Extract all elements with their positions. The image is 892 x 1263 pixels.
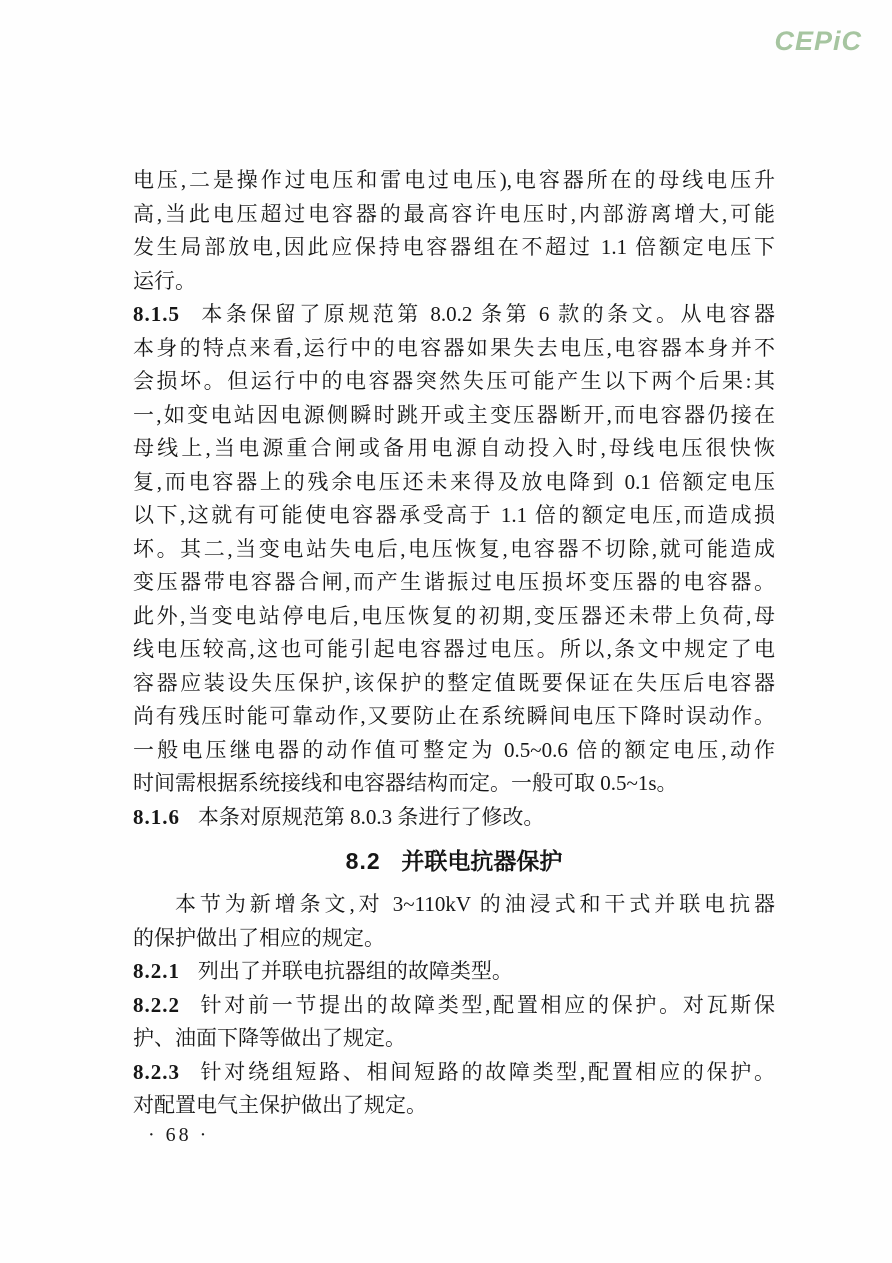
text-line: 坏。其二,当变电站失电后,电压恢复,电容器不切除,就可能造成	[133, 536, 775, 561]
text-line: 的保护做出了相应的规定。	[133, 925, 385, 950]
section-heading	[133, 844, 775, 878]
text-line: 容器应装设失压保护,该保护的整定值既要保证在失压后电容器	[133, 670, 775, 695]
clause-line	[133, 1056, 775, 1090]
text-line: 高,当此电压超过电容器的最高容许电压时,内部游离增大,可能	[133, 201, 775, 226]
cepic-logo: CEPiC	[774, 26, 862, 56]
text-line: 会损坏。但运行中的电容器突然失压可能产生以下两个后果:其	[133, 369, 775, 393]
text-line: 变压器带电容器合闸,而产生谐振过电压损坏变压器的电容器。	[133, 570, 775, 594]
clause-line	[133, 955, 775, 989]
page-number: · 68 ·	[148, 1124, 210, 1146]
clause-line	[133, 989, 775, 1023]
section-number: 8.2	[345, 848, 381, 874]
text-line: 以下,这就有可能使电容器承受高于 1.1 倍的额定电压,而造成损	[133, 503, 775, 527]
clause-text: 针对前一节提出的故障类型,配置相应的保护。对瓦斯保	[197, 992, 775, 1017]
text-line: 母线上,当电源重合闸或备用电源自动投入时,母线电压很快恢	[133, 436, 775, 460]
text-line: 发生局部放电,因此应保持电容器组在不超过 1.1 倍额定电压下	[133, 235, 775, 259]
text-line: 时间需根据系统接线和电容器结构而定。一般可取 0.5~1s。	[133, 771, 678, 795]
text-line: 尚有残压时能可靠动作,又要防止在系统瞬间电压下降时误动作。	[133, 704, 775, 728]
text-line: 对配置电气主保护做出了规定。	[133, 1093, 427, 1117]
clause-number: 8.2.3	[133, 1059, 180, 1084]
clause-number: 8.2.1	[133, 959, 180, 983]
clause-text: 针对绕组短路、相间短路的故障类型,配置相应的保护。	[197, 1059, 775, 1084]
text-line: 复,而电容器上的残余电压还未来得及放电降到 0.1 倍额定电压	[133, 469, 775, 494]
text-line: 本身的特点来看,运行中的电容器如果失去电压,电容器本身并不	[133, 335, 775, 360]
text-line: 线电压较高,这也可能引起电容器过电压。所以,条文中规定了电	[133, 637, 775, 661]
section-title: 并联电抗器保护	[401, 848, 563, 874]
clause-text: 本条保留了原规范第 8.0.2 条第 6 款的条文。从电容器	[197, 302, 775, 326]
clause-number: 8.1.5	[133, 302, 180, 326]
text-line: 电压,二是操作过电压和雷电过电压),电容器所在的母线电压升	[133, 168, 775, 192]
text-line: 一,如变电站因电源侧瞬时跳开或主变压器断开,而电容器仍接在	[133, 402, 775, 427]
clause-text: 列出了并联电抗器组的故障类型。	[197, 959, 513, 983]
clause-number: 8.2.2	[133, 992, 180, 1017]
clause-line	[133, 801, 775, 835]
text-block	[133, 164, 775, 1123]
text-line: 本节为新增条文,对 3~110kV 的油浸式和干式并联电抗器	[175, 892, 775, 916]
text-line: 此外,当变电站停电后,电压恢复的初期,变压器还未带上负荷,母	[133, 603, 775, 628]
text-line: 护、油面下降等做出了规定。	[133, 1026, 406, 1050]
clause-number: 8.1.6	[133, 804, 180, 829]
clause-line	[133, 298, 775, 332]
text-line: 一般电压继电器的动作值可整定为 0.5~0.6 倍的额定电压,动作	[133, 737, 775, 762]
clause-text: 本条对原规范第 8.0.3 条进行了修改。	[197, 804, 545, 829]
text-line: 运行。	[133, 268, 196, 293]
